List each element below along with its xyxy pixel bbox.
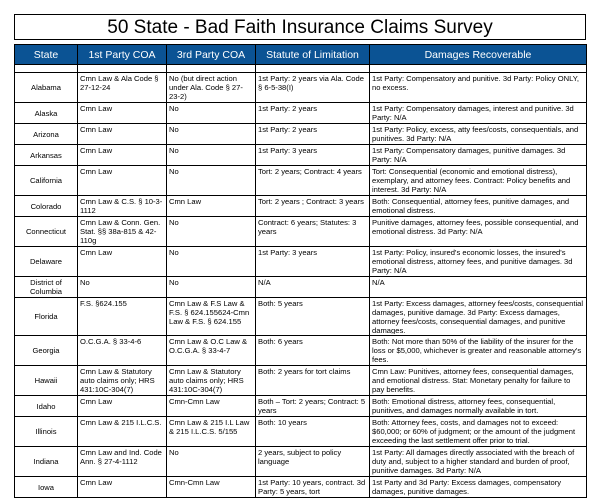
first-party-coa-text: Cmn Law & 215 I.L.C.S. xyxy=(80,418,162,427)
header-statute-of-limitation: Statute of Limitation xyxy=(256,45,370,65)
statute-cell xyxy=(256,217,370,247)
first-party-coa-text: Cmn Law xyxy=(80,104,113,113)
first-party-coa-text: No xyxy=(80,278,90,287)
statute-cell xyxy=(256,447,370,477)
third-party-coa-cell xyxy=(167,103,256,124)
state-text: Arizona xyxy=(33,129,59,139)
third-party-coa-cell xyxy=(167,336,256,366)
blank-row xyxy=(15,65,587,73)
third-party-coa-text: Cmn-Cmn Law xyxy=(169,478,220,487)
statute-text: Both – Tort: 2 years; Contract: 5 years xyxy=(258,397,366,415)
state-cell xyxy=(15,447,78,477)
damages-cell xyxy=(370,417,587,447)
third-party-coa-text: No xyxy=(169,248,179,257)
statute-text: Contract: 6 years; Statutes: 3 years xyxy=(258,218,357,236)
damages-cell xyxy=(370,145,587,166)
table-row xyxy=(15,477,587,498)
first-party-coa-cell xyxy=(78,247,167,277)
damages-text: Tort: Consequential (economic and emotional distress), exemplary, and attorney fees. Contract: Policy benefits and interest. 3d Party: N/A xyxy=(372,167,571,194)
state-text: Hawaii xyxy=(34,376,58,385)
state-text: Idaho xyxy=(36,401,56,411)
damages-cell xyxy=(370,196,587,217)
state-text: Indiana xyxy=(33,457,59,466)
table-row xyxy=(15,336,587,366)
third-party-coa-text: No xyxy=(169,448,179,457)
damages-cell xyxy=(370,217,587,247)
third-party-coa-cell xyxy=(167,196,256,217)
state-cell xyxy=(15,124,78,145)
statute-cell xyxy=(256,336,370,366)
statute-text: 1st Party: 2 years xyxy=(258,104,318,113)
third-party-coa-cell xyxy=(167,124,256,145)
damages-text: Both: Emotional distress, attorney fees, consequential, punitives, and damages normally available in tort. xyxy=(372,397,556,415)
state-cell xyxy=(15,366,78,396)
statute-cell xyxy=(256,166,370,196)
damages-text: Cmn Law: Punitives, attorney fees, consequential damages, and emotional distress. Stat: Monetary penalty for failure to pay benefits. xyxy=(372,367,574,394)
first-party-coa-text: Cmn Law xyxy=(80,125,113,134)
table-row xyxy=(15,103,587,124)
state-cell xyxy=(15,396,78,417)
statute-cell xyxy=(256,73,370,103)
third-party-coa-cell xyxy=(167,298,256,336)
table-row xyxy=(15,145,587,166)
damages-cell xyxy=(370,396,587,417)
table-row xyxy=(15,124,587,145)
statute-text: 2 years, subject to policy language xyxy=(258,448,342,466)
state-cell xyxy=(15,277,78,298)
damages-text: 1st Party: Policy, insured's economic losses, the insured's emotional distress, attorney fees, and punitive damages. 3d Party: N/A xyxy=(372,248,573,275)
damages-text: Both: Consequential, attorney fees, punitive damages, and emotional distress. xyxy=(372,197,570,215)
damages-cell xyxy=(370,366,587,396)
header-row xyxy=(15,45,587,65)
damages-cell xyxy=(370,447,587,477)
statute-cell xyxy=(256,396,370,417)
statute-text: Both: 10 years xyxy=(258,418,307,427)
state-text: Delaware xyxy=(29,257,63,266)
third-party-coa-cell xyxy=(167,247,256,277)
first-party-coa-text: Cmn Law & Statutory auto claims only; HRS 431:10C-304(7) xyxy=(80,367,155,394)
third-party-coa-cell xyxy=(167,417,256,447)
statute-text: 1st Party: 2 years xyxy=(258,125,318,134)
damages-cell xyxy=(370,298,587,336)
damages-text: 1st Party: Compensatory damages, punitive damages. 3d Party: N/A xyxy=(372,146,566,164)
damages-text: 1st Party: Compensatory and punitive. 3d Party: Policy ONLY, no excess. xyxy=(372,74,579,92)
state-text: Georgia xyxy=(32,346,60,355)
first-party-coa-text: Cmn Law xyxy=(80,248,113,257)
third-party-coa-text: Cmn Law xyxy=(169,197,202,206)
header-3rd-party-coa: 3rd Party COA xyxy=(167,45,256,65)
statute-cell xyxy=(256,124,370,145)
state-cell xyxy=(15,247,78,277)
statute-cell xyxy=(256,103,370,124)
state-text: Connecticut xyxy=(25,227,67,236)
damages-cell xyxy=(370,247,587,277)
damages-text: N/A xyxy=(372,278,385,287)
first-party-coa-text: Cmn Law & Ala Code § 27-12-24 xyxy=(80,74,159,92)
statute-cell xyxy=(256,477,370,498)
statute-cell xyxy=(256,417,370,447)
statute-text: Both: 5 years xyxy=(258,299,303,308)
table-row xyxy=(15,247,587,277)
statute-text: 1st Party: 3 years xyxy=(258,248,318,257)
third-party-coa-cell xyxy=(167,477,256,498)
table-row xyxy=(15,217,587,247)
third-party-coa-text: No xyxy=(169,218,179,227)
table-row xyxy=(15,277,587,298)
third-party-coa-cell xyxy=(167,447,256,477)
third-party-coa-text: No xyxy=(169,278,179,287)
third-party-coa-text: Cmn-Cmn Law xyxy=(169,397,220,406)
first-party-coa-cell xyxy=(78,166,167,196)
first-party-coa-text: Cmn Law xyxy=(80,478,113,487)
statute-text: Both: 6 years xyxy=(258,337,303,346)
third-party-coa-text: Cmn Law & Statutory auto claims only; HRS 431:10C-304(7) xyxy=(169,367,244,394)
state-cell xyxy=(15,103,78,124)
first-party-coa-cell xyxy=(78,366,167,396)
table-row xyxy=(15,396,587,417)
table-row xyxy=(15,73,587,103)
page-title: 50 State - Bad Faith Insurance Claims Survey xyxy=(14,14,586,40)
third-party-coa-text: No xyxy=(169,167,179,176)
statute-text: Both: 2 years for tort claims xyxy=(258,367,351,376)
damages-cell xyxy=(370,73,587,103)
third-party-coa-cell xyxy=(167,217,256,247)
first-party-coa-cell xyxy=(78,103,167,124)
damages-text: 1st Party: Compensatory damages, interest and punitive. 3d Party: N/A xyxy=(372,104,574,122)
third-party-coa-cell xyxy=(167,396,256,417)
statute-cell xyxy=(256,366,370,396)
first-party-coa-cell xyxy=(78,277,167,298)
damages-text: Punitive damages, attorney fees, possible consequential, and emotional distress. 3d Party: N/A xyxy=(372,218,579,236)
state-text: District of Columbia xyxy=(29,278,63,296)
state-text: Iowa xyxy=(37,482,55,492)
damages-cell xyxy=(370,477,587,498)
first-party-coa-cell xyxy=(78,298,167,336)
statute-text: Tort: 2 years; Contract: 4 years xyxy=(258,167,362,176)
first-party-coa-text: O.C.G.A. § 33-4-6 xyxy=(80,337,142,346)
state-cell xyxy=(15,166,78,196)
table-row xyxy=(15,417,587,447)
table-row xyxy=(15,447,587,477)
state-text: Alabama xyxy=(31,83,61,92)
header-state: State xyxy=(15,45,78,65)
third-party-coa-cell xyxy=(167,166,256,196)
first-party-coa-cell xyxy=(78,145,167,166)
state-cell xyxy=(15,477,78,498)
third-party-coa-cell xyxy=(167,366,256,396)
state-cell xyxy=(15,145,78,166)
first-party-coa-cell xyxy=(78,477,167,498)
damages-text: 1st Party: Policy, excess, atty fees/costs, consequentials, and punitives. 3d Party: N/A xyxy=(372,125,579,143)
state-text: Alaska xyxy=(34,108,58,118)
statute-cell xyxy=(256,298,370,336)
damages-cell xyxy=(370,336,587,366)
statute-cell xyxy=(256,145,370,166)
first-party-coa-cell xyxy=(78,417,167,447)
third-party-coa-cell xyxy=(167,145,256,166)
survey-table xyxy=(14,44,587,498)
third-party-coa-text: Cmn Law & 215 I.L Law & 215 I.L.C.S. 5/155 xyxy=(169,418,250,436)
first-party-coa-text: F.S. §624.155 xyxy=(80,299,127,308)
damages-text: 1st Party: All damages directly associated with the breach of duty and, subject to a higher standard and burden of proof, punitive damages. 3d Party: N/A xyxy=(372,448,575,475)
statute-cell xyxy=(256,196,370,217)
damages-text: 1st Party and 3d Party: Excess damages, compensatory damages, punitive damages. xyxy=(372,478,562,496)
damages-cell xyxy=(370,124,587,145)
first-party-coa-text: Cmn Law and Ind. Code Ann. § 27-4-1112 xyxy=(80,448,162,466)
table-row xyxy=(15,196,587,217)
damages-cell xyxy=(370,103,587,124)
statute-cell xyxy=(256,247,370,277)
state-text: Arkansas xyxy=(30,150,62,160)
table-row xyxy=(15,298,587,336)
state-text: California xyxy=(29,176,63,185)
damages-text: 1st Party: Excess damages, attorney fees/costs, consequential damages, punitive damage. 3d Party: Excess damages, attorney fees/costs, consequential damages, and punitive damages. xyxy=(372,299,584,334)
third-party-coa-text: Cmn Law & O.C Law & O.C.G.A. § 33-4-7 xyxy=(169,337,248,355)
first-party-coa-cell xyxy=(78,124,167,145)
state-text: Illinois xyxy=(35,427,57,436)
third-party-coa-text: No xyxy=(169,104,179,113)
third-party-coa-cell xyxy=(167,73,256,103)
first-party-coa-cell xyxy=(78,396,167,417)
first-party-coa-cell xyxy=(78,73,167,103)
statute-text: Tort: 2 years ; Contract: 3 years xyxy=(258,197,364,206)
first-party-coa-cell xyxy=(78,196,167,217)
header-1st-party-coa: 1st Party COA xyxy=(78,45,167,65)
statute-text: 1st Party: 3 years xyxy=(258,146,318,155)
third-party-coa-text: No xyxy=(169,125,179,134)
state-text: Florida xyxy=(34,312,58,321)
header-damages-recoverable: Damages Recoverable xyxy=(370,45,587,65)
statute-text: N/A xyxy=(258,278,271,287)
state-cell xyxy=(15,336,78,366)
first-party-coa-text: Cmn Law & C.S. § 10-3-1112 xyxy=(80,197,163,215)
state-text: Colorado xyxy=(30,201,62,211)
statute-cell xyxy=(256,277,370,298)
state-cell xyxy=(15,196,78,217)
state-cell xyxy=(15,298,78,336)
damages-cell xyxy=(370,166,587,196)
first-party-coa-text: Cmn Law & Conn. Gen. Stat. §§ 38a-815 & 42-110g xyxy=(80,218,161,245)
damages-text: Both: Not more than 50% of the liability of the insurer for the loss or $5,000, whichever is greater and reasonable attorney's fees. xyxy=(372,337,582,364)
third-party-coa-text: No xyxy=(169,146,179,155)
third-party-coa-text: Cmn Law & F.S Law & F.S. § 624.155624-Cmn Law & F.S. § 624.155 xyxy=(169,299,250,326)
damages-cell xyxy=(370,277,587,298)
first-party-coa-text: Cmn Law xyxy=(80,167,113,176)
first-party-coa-text: Cmn Law xyxy=(80,397,113,406)
state-cell xyxy=(15,217,78,247)
damages-text: Both: Attorney fees, costs, and damages not to exceed: $60,000; or 60% of judgment; or the amount of the judgment exceeding the last settlement offer prior to trial. xyxy=(372,418,576,445)
table-row xyxy=(15,366,587,396)
state-cell xyxy=(15,417,78,447)
statute-text: 1st Party: 2 years via Ala. Code § 6-5-38(I) xyxy=(258,74,364,92)
first-party-coa-text: Cmn Law xyxy=(80,146,113,155)
first-party-coa-cell xyxy=(78,336,167,366)
first-party-coa-cell xyxy=(78,217,167,247)
third-party-coa-text: No (but direct action under Ala. Code § 27-23-2) xyxy=(169,74,243,101)
statute-text: 1st Party: 10 years, contract. 3d Party: 5 years, tort xyxy=(258,478,366,496)
table-row xyxy=(15,166,587,196)
state-cell xyxy=(15,73,78,103)
third-party-coa-cell xyxy=(167,277,256,298)
first-party-coa-cell xyxy=(78,447,167,477)
